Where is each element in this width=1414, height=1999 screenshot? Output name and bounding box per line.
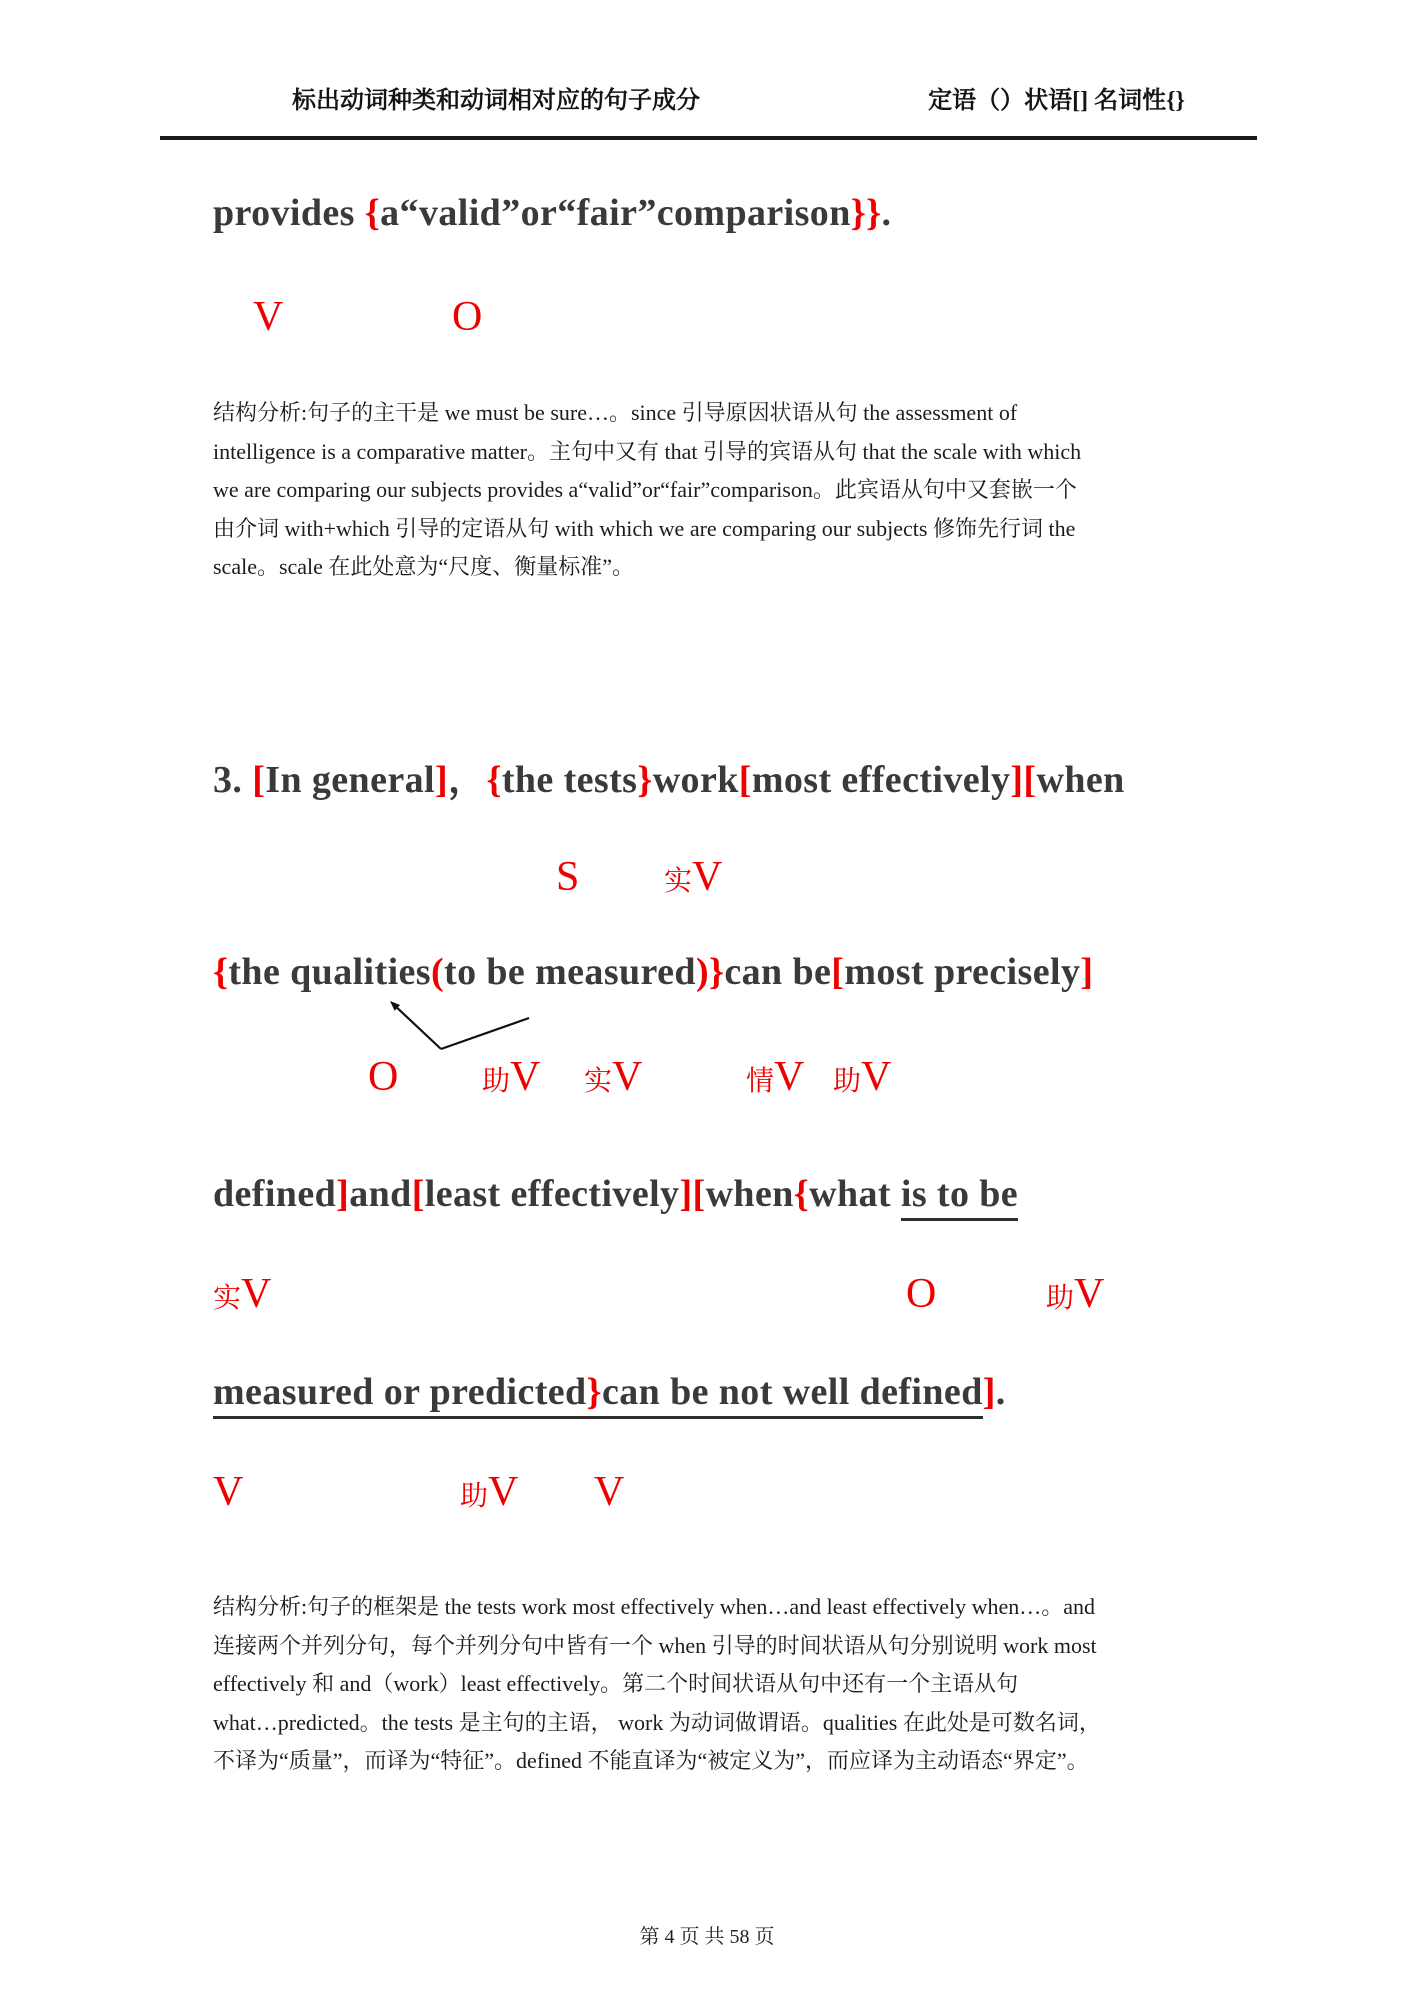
label-letter: V xyxy=(612,1054,643,1100)
analysis-text-line: scale。scale 在此处意为“尺度、衡量标准”。 xyxy=(213,554,634,579)
text-segment: [ xyxy=(411,1173,425,1215)
text-segment: . xyxy=(995,1371,1006,1413)
text-segment: to be measured xyxy=(444,951,696,993)
text-segment: ， xyxy=(448,759,487,801)
label-zhu-v xyxy=(460,1468,518,1516)
text-segment: 3. xyxy=(213,759,253,801)
label-letter: S xyxy=(556,854,580,900)
sentence3-line4 xyxy=(213,1370,1006,1414)
text-segment: } xyxy=(587,1371,602,1419)
text-segment: { xyxy=(213,951,229,993)
grammar-label-row-4 xyxy=(0,1468,1414,1524)
text-segment: defined xyxy=(213,1173,337,1215)
text-segment: the tests xyxy=(501,759,638,801)
label-shi-v xyxy=(584,1053,642,1101)
text-segment: ] xyxy=(1080,951,1094,993)
text-segment: [ xyxy=(831,951,845,993)
text-segment: and xyxy=(349,1173,412,1215)
sentence3-line3 xyxy=(213,1172,1018,1216)
label-letter: O xyxy=(452,294,483,340)
text-segment: }} xyxy=(850,192,882,234)
label-letter: O xyxy=(906,1271,937,1317)
text-segment: )} xyxy=(695,951,725,993)
text-segment: when xyxy=(1036,759,1125,801)
analysis-text-line: 由介词 with+which 引导的定语从句 with which we are comparing our subjects 修饰先行词 the xyxy=(213,515,1076,541)
text-segment: ] xyxy=(336,1173,350,1215)
label-zhu-v xyxy=(482,1053,540,1101)
text-segment: can be xyxy=(724,951,832,993)
text-segment: [ xyxy=(252,759,266,801)
text-segment: what xyxy=(809,1173,901,1215)
label-letter: V xyxy=(594,1469,625,1515)
text-segment: most effectively xyxy=(751,759,1011,801)
page-header xyxy=(292,80,1185,115)
text-segment: ] xyxy=(434,759,449,801)
text-segment: provides xyxy=(213,192,365,234)
text-segment: can be not well defined xyxy=(602,1371,983,1419)
label-o xyxy=(368,1053,398,1101)
text-segment: ][ xyxy=(1010,759,1037,801)
grammar-label-row-s xyxy=(0,853,1414,909)
label-cn: 助 xyxy=(1046,1283,1075,1314)
label-letter: V xyxy=(774,1054,805,1100)
label-letter: V xyxy=(241,1271,272,1317)
label-shi-v xyxy=(213,1270,271,1318)
text-segment: In general xyxy=(265,759,435,801)
header-rule xyxy=(160,136,1257,140)
label-o xyxy=(452,293,482,341)
text-segment: { xyxy=(486,759,502,801)
label-o xyxy=(906,1270,936,1318)
label-letter: V xyxy=(861,1054,892,1100)
sentence3-line1 xyxy=(213,748,1125,803)
text-segment: } xyxy=(637,759,653,801)
label-cn: 助 xyxy=(482,1066,511,1097)
text-segment: measured or predicted xyxy=(213,1371,587,1419)
analysis-text-line: intelligence is a comparative matter。主句中又有 that 引导的宾语从句 that the scale with which xyxy=(213,438,1082,464)
label-letter: V xyxy=(510,1054,541,1100)
label-shi-v xyxy=(664,853,722,901)
text-segment: most precisely xyxy=(844,951,1081,993)
text-segment: { xyxy=(364,192,381,234)
text-segment: ] xyxy=(982,1371,996,1413)
text-segment: . xyxy=(881,192,892,234)
header-right-legend: 定语（）状语[] 名词性{} xyxy=(928,88,1185,114)
sentence2-fragment xyxy=(213,191,891,235)
analysis-paragraph-2 xyxy=(213,1588,1211,1781)
label-cn: 实 xyxy=(213,1283,242,1314)
label-letter: V xyxy=(1074,1271,1105,1317)
qualities-arrow-annotation xyxy=(380,995,540,1057)
label-cn: 情 xyxy=(746,1066,775,1097)
text-segment: least effectively xyxy=(424,1173,680,1215)
analysis-text-line: we are comparing our subjects provides a“valid”or“fair”comparison。此宾语从句中又套嵌一个 xyxy=(213,477,1077,502)
text-segment: [ xyxy=(738,759,752,801)
analysis-text-line: effectively 和 and（work）least effectively。第二个时间状语从句中还有一个主语从句 xyxy=(213,1671,1019,1696)
text-segment: ( xyxy=(430,951,445,993)
label-cn: 实 xyxy=(664,866,693,897)
label-qing-v xyxy=(746,1053,804,1101)
label-letter: V xyxy=(488,1469,519,1515)
label-s xyxy=(556,853,579,901)
label-cn: 助 xyxy=(460,1481,489,1512)
label-v xyxy=(594,1468,624,1516)
label-v xyxy=(253,293,283,341)
text-segment: { xyxy=(793,1173,810,1215)
analysis-text-line: 结构分析:句子的主干是 we must be sure…。since 引导原因状语从句 the assessment of xyxy=(213,400,1018,425)
text-segment: ][ xyxy=(679,1173,706,1215)
label-letter: V xyxy=(213,1469,244,1515)
label-zhu-v xyxy=(833,1053,891,1101)
analysis-text-line: 连接两个并列分句，每个并列分句中皆有一个 when 引导的时间状语从句分别说明 work most xyxy=(213,1632,1097,1658)
header-left-title: 标出动词种类和动词相对应的句子成分 xyxy=(292,88,700,114)
page-number-footer: 第 4 页 共 58 页 xyxy=(639,1926,775,1948)
label-letter: O xyxy=(368,1054,399,1100)
text-segment: is to be xyxy=(901,1173,1018,1221)
label-zhu-v xyxy=(1046,1270,1104,1318)
label-cn: 实 xyxy=(584,1066,613,1097)
text-segment: work xyxy=(652,759,739,801)
label-cn: 助 xyxy=(833,1066,862,1097)
grammar-label-row-3 xyxy=(0,1270,1414,1326)
label-letter: V xyxy=(253,294,284,340)
label-letter: V xyxy=(692,854,723,900)
analysis-text-line: what…predicted。the tests 是主句的主语， work 为动词做谓语。qualities 在此处是可数名词， xyxy=(213,1709,1101,1735)
text-segment: a“valid”or“fair”comparison xyxy=(380,192,851,234)
grammar-label-row-2 xyxy=(0,1053,1414,1109)
text-segment: when xyxy=(705,1173,794,1215)
analysis-text-line: 不译为“质量”，而译为“特征”。defined 不能直译为“被定义为”，而应译为主动语态“界定”。 xyxy=(213,1748,1089,1773)
analysis-text-line: 结构分析:句子的框架是 the tests work most effectively when…and least effectively when…。and xyxy=(213,1594,1096,1619)
grammar-label-row-1 xyxy=(0,293,1414,349)
sentence3-line2 xyxy=(213,950,1093,994)
label-v xyxy=(213,1468,243,1516)
analysis-paragraph-1 xyxy=(213,394,1211,587)
text-segment: the qualities xyxy=(228,951,431,993)
